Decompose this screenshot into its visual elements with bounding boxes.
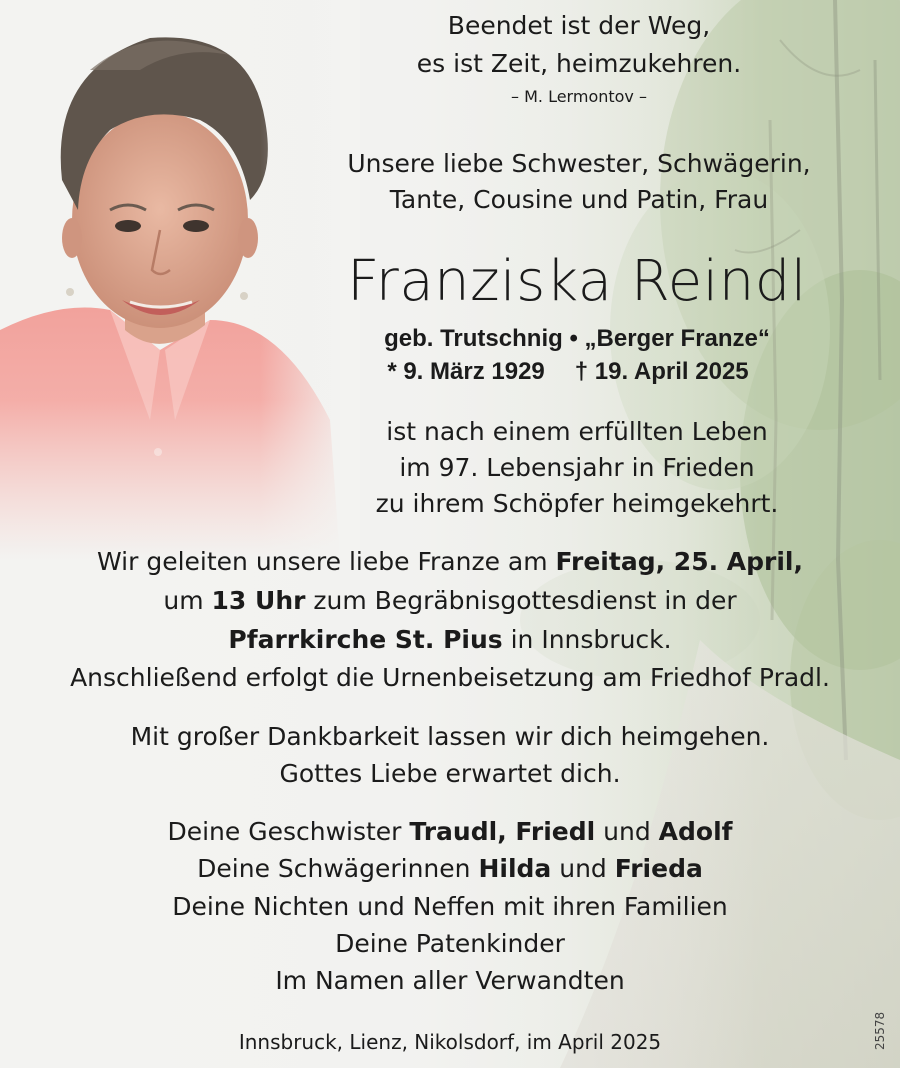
passing-line-3: zu ihrem Schöpfer heimgekehrt. bbox=[375, 489, 779, 518]
funeral-text: in Innsbruck. bbox=[502, 625, 672, 654]
mourners-godchildren: Deine Patenkinder bbox=[335, 929, 565, 958]
sibling-names: Traudl, Friedl bbox=[409, 817, 596, 846]
mourner-text: Deine Schwägerinnen bbox=[197, 854, 479, 883]
church-name: Pfarrkirche St. Pius bbox=[228, 625, 503, 654]
funeral-time: 13 Uhr bbox=[211, 586, 306, 615]
intro-line-2: Tante, Cousine und Patin, Frau bbox=[389, 185, 769, 214]
sister-in-law-name: Frieda bbox=[614, 854, 703, 883]
gratitude-line-1: Mit großer Dankbarkeit lassen wir dich heimgehen. bbox=[130, 722, 770, 751]
funeral-text: um bbox=[163, 586, 212, 615]
funeral-text: Wir geleiten unsere liebe Franze am bbox=[97, 547, 556, 576]
mourners-sisters-in-law bbox=[0, 851, 900, 887]
gratitude-line-2: Gottes Liebe erwartet dich. bbox=[279, 759, 621, 788]
passing-line-1: ist nach einem erfüllten Leben bbox=[386, 417, 768, 446]
mourner-text: und bbox=[595, 817, 659, 846]
intro-line-1: Unsere liebe Schwester, Schwägerin, bbox=[347, 149, 811, 178]
sister-in-law-name: Hilda bbox=[478, 854, 552, 883]
death-date: † 19. April 2025 bbox=[574, 358, 749, 385]
passing-line-2: im 97. Lebensjahr in Frieden bbox=[399, 453, 755, 482]
mourner-text: Deine Geschwister bbox=[167, 817, 410, 846]
footer-places-date: Innsbruck, Lienz, Nikolsdorf, im April 2025 bbox=[238, 1030, 662, 1054]
ad-number: 25578 bbox=[873, 1011, 887, 1050]
funeral-text: zum Begräbnisgottesdienst in der bbox=[305, 586, 737, 615]
poem-line-1: Beendet ist der Weg, bbox=[447, 11, 711, 40]
funeral-line-2 bbox=[0, 583, 900, 619]
funeral-line-4: Anschließend erfolgt die Urnenbeisetzung am Friedhof Pradl. bbox=[70, 663, 830, 692]
mourner-text: und bbox=[551, 854, 615, 883]
funeral-line-3 bbox=[0, 622, 900, 658]
mourners-relatives: Im Namen aller Verwandten bbox=[275, 966, 625, 995]
funeral-date: Freitag, 25. April, bbox=[555, 547, 803, 576]
funeral-line-1 bbox=[0, 544, 900, 580]
poem-author: – M. Lermontov – bbox=[511, 87, 647, 106]
birth-date: * 9. März 1929 bbox=[387, 358, 545, 385]
mourners-siblings bbox=[0, 814, 900, 850]
nee-line: geb. Trutschnig • „Berger Franze“ bbox=[384, 325, 770, 352]
sibling-name: Adolf bbox=[658, 817, 733, 846]
life-dates bbox=[118, 356, 900, 388]
poem-line-2: es ist Zeit, heimzukehren. bbox=[416, 49, 742, 78]
mourners-nieces-nephews: Deine Nichten und Neffen mit ihren Familien bbox=[172, 892, 728, 921]
deceased-name: Franziska Reindl bbox=[347, 249, 807, 314]
